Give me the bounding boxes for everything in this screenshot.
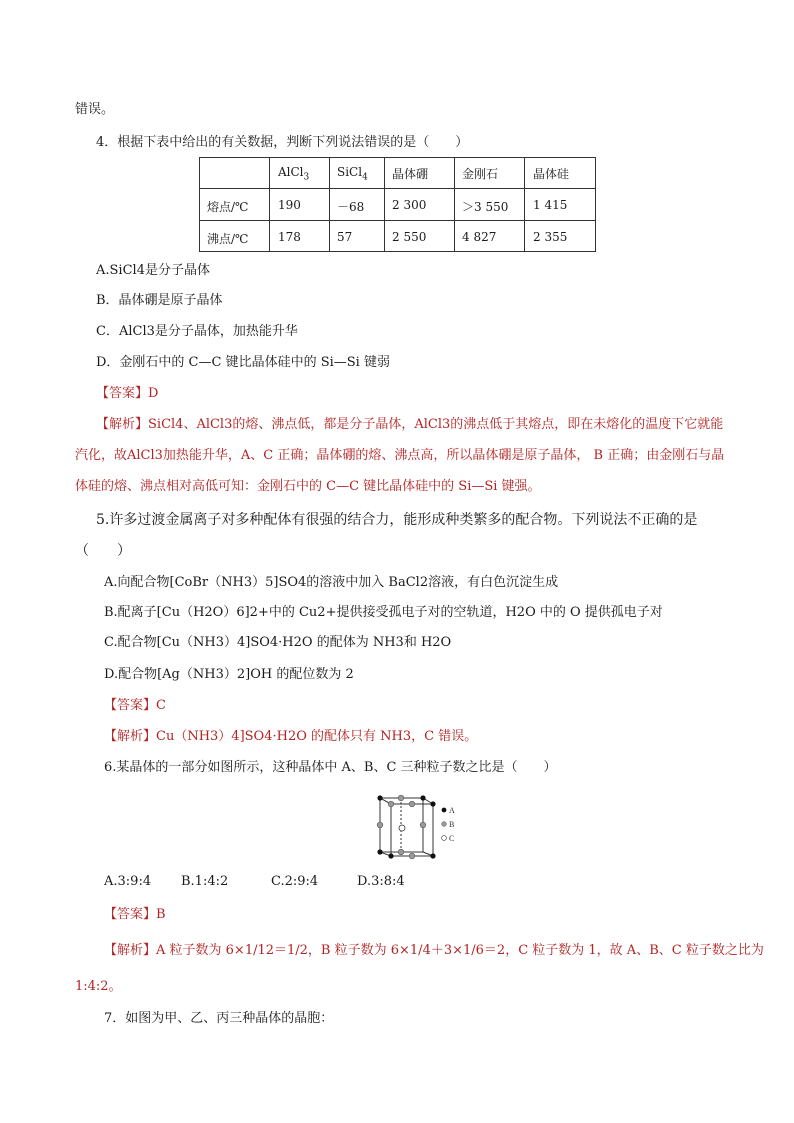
q4-option-b: B．晶体硼是原子晶体 xyxy=(96,293,223,308)
table-header-cell: SiCl$_4$ xyxy=(337,165,368,183)
table-header-cell: 晶体硅 xyxy=(533,167,570,181)
q6-answer: 【答案】B xyxy=(104,907,166,922)
particle-a xyxy=(377,795,382,800)
q5-answer: 【答案】C xyxy=(104,698,166,713)
particle-c xyxy=(399,825,405,831)
q6-analysis-line-1: 【解析】A 粒子数为 6×1/12＝1/2，B 粒子数为 6×1/4＋3×1/6＝2，C 粒子数为 1，故 A、B、C 粒子数之比为 xyxy=(104,943,764,958)
table-cell: 2 550 xyxy=(392,230,427,244)
table-cell: 2 355 xyxy=(533,230,568,244)
q4-stem: 4．根据下表中给出的有关数据，判断下列说法错误的是（ ） xyxy=(96,135,469,150)
particle-a xyxy=(377,849,382,854)
q5-stem-paren: （ ） xyxy=(75,543,131,559)
q6-option-a: A.3:9:4 xyxy=(104,874,152,889)
particle-b xyxy=(409,853,415,859)
q4-option-c: C．AlCl3是分子晶体，加热能升华 xyxy=(96,324,298,339)
particle-b xyxy=(398,795,404,801)
crystal-cell-figure xyxy=(373,790,473,860)
particle-a xyxy=(388,853,393,858)
q6-option-b: B.1:4:2 xyxy=(181,874,229,889)
legend-label-c: C xyxy=(449,834,455,843)
carryover-text: 错误。 xyxy=(75,102,115,117)
legend-marker-a xyxy=(442,808,447,813)
table-header-cell: 晶体硼 xyxy=(392,167,429,181)
q5-option-b: B.配离子[Cu（H2O）6]2+中的 Cu2+提供接受孤电子对的空轨道，H2O 中的 O 提供孤电子对 xyxy=(104,605,663,620)
particle-a xyxy=(420,795,425,800)
q6-option-c: C.2:9:4 xyxy=(271,874,319,889)
q4-data-table xyxy=(199,157,596,252)
table-header-cell: AlCl$_3$ xyxy=(278,165,310,183)
table-header-cell: 金刚石 xyxy=(462,167,499,181)
q4-option-a: A.SiCl4是分子晶体 xyxy=(96,263,210,278)
q4-option-d: D．金刚石中的 C—C 键比晶体硅中的 Si—Si 键弱 xyxy=(96,355,390,370)
q5-option-d: D.配合物[Ag（NH3）2]OH 的配位数为 2 xyxy=(104,667,354,682)
particle-b xyxy=(420,822,426,828)
table-cell: 2 300 xyxy=(392,198,427,212)
legend-marker-c xyxy=(442,836,447,841)
table-cell: 57 xyxy=(337,230,353,244)
particle-b xyxy=(377,822,383,828)
q5-option-a: A.向配合物[CoBr（NH3）5]SO4的溶液中加入 BaCl2溶液，有白色沉淀生成 xyxy=(104,575,559,590)
particle-b xyxy=(388,801,394,807)
q5-option-c: C.配合物[Cu（NH3）4]SO4·H2O 的配体为 NH3和 H2O xyxy=(104,635,452,650)
table-row-label: 熔点/℃ xyxy=(207,200,249,214)
legend-label-a: A xyxy=(449,806,455,815)
q4-analysis-line-2: 汽化，故AlCl3加热能升华，A、C 正确；晶体硼的熔、沸点高，所以晶体硼是原子晶体， B 正确；由金刚石与晶 xyxy=(75,448,725,463)
particle-a xyxy=(430,801,435,806)
q5-stem: 5.许多过渡金属离子对多种配体有很强的结合力，能形成种类繁多的配合物。下列说法不正确的是 xyxy=(96,512,698,528)
table-cell: 178 xyxy=(278,230,301,244)
legend-marker-b xyxy=(442,822,447,827)
q6-option-d: D.3:8:4 xyxy=(357,874,405,889)
table-cell: 4 827 xyxy=(462,230,497,244)
q6-analysis-line-2: 1:4:2。 xyxy=(75,979,122,994)
q4-analysis-line-3: 体硅的熔、沸点相对高低可知：金刚石中的 C—C 键比晶体硅中的 Si—Si 键强。 xyxy=(75,479,541,494)
legend-label-b: B xyxy=(449,820,455,829)
q5-analysis: 【解析】Cu（NH3）4]SO4·H2O 的配体只有 NH3，C 错误。 xyxy=(104,729,478,744)
q6-stem: 6.某晶体的一部分如图所示，这种晶体中 A、B、C 三种粒子数之比是（ ） xyxy=(104,760,557,775)
table-cell: 1 415 xyxy=(533,198,568,212)
particle-a xyxy=(430,853,435,858)
q4-answer: 【答案】D xyxy=(96,386,159,401)
particle-b xyxy=(409,801,415,807)
table-row-label: 沸点/℃ xyxy=(207,232,249,246)
q4-analysis-line-1: 【解析】SiCl4、AlCl3的熔、沸点低，都是分子晶体，AlCl3的沸点低于其熔点，即在未熔化的温度下它就能 xyxy=(96,417,724,432)
particle-b xyxy=(398,849,404,855)
q7-stem: 7．如图为甲、乙、丙三种晶体的晶胞： xyxy=(104,1011,334,1026)
table-cell: ＞3 550 xyxy=(462,200,509,214)
table-cell: －68 xyxy=(337,200,365,214)
table-cell: 190 xyxy=(278,198,301,212)
